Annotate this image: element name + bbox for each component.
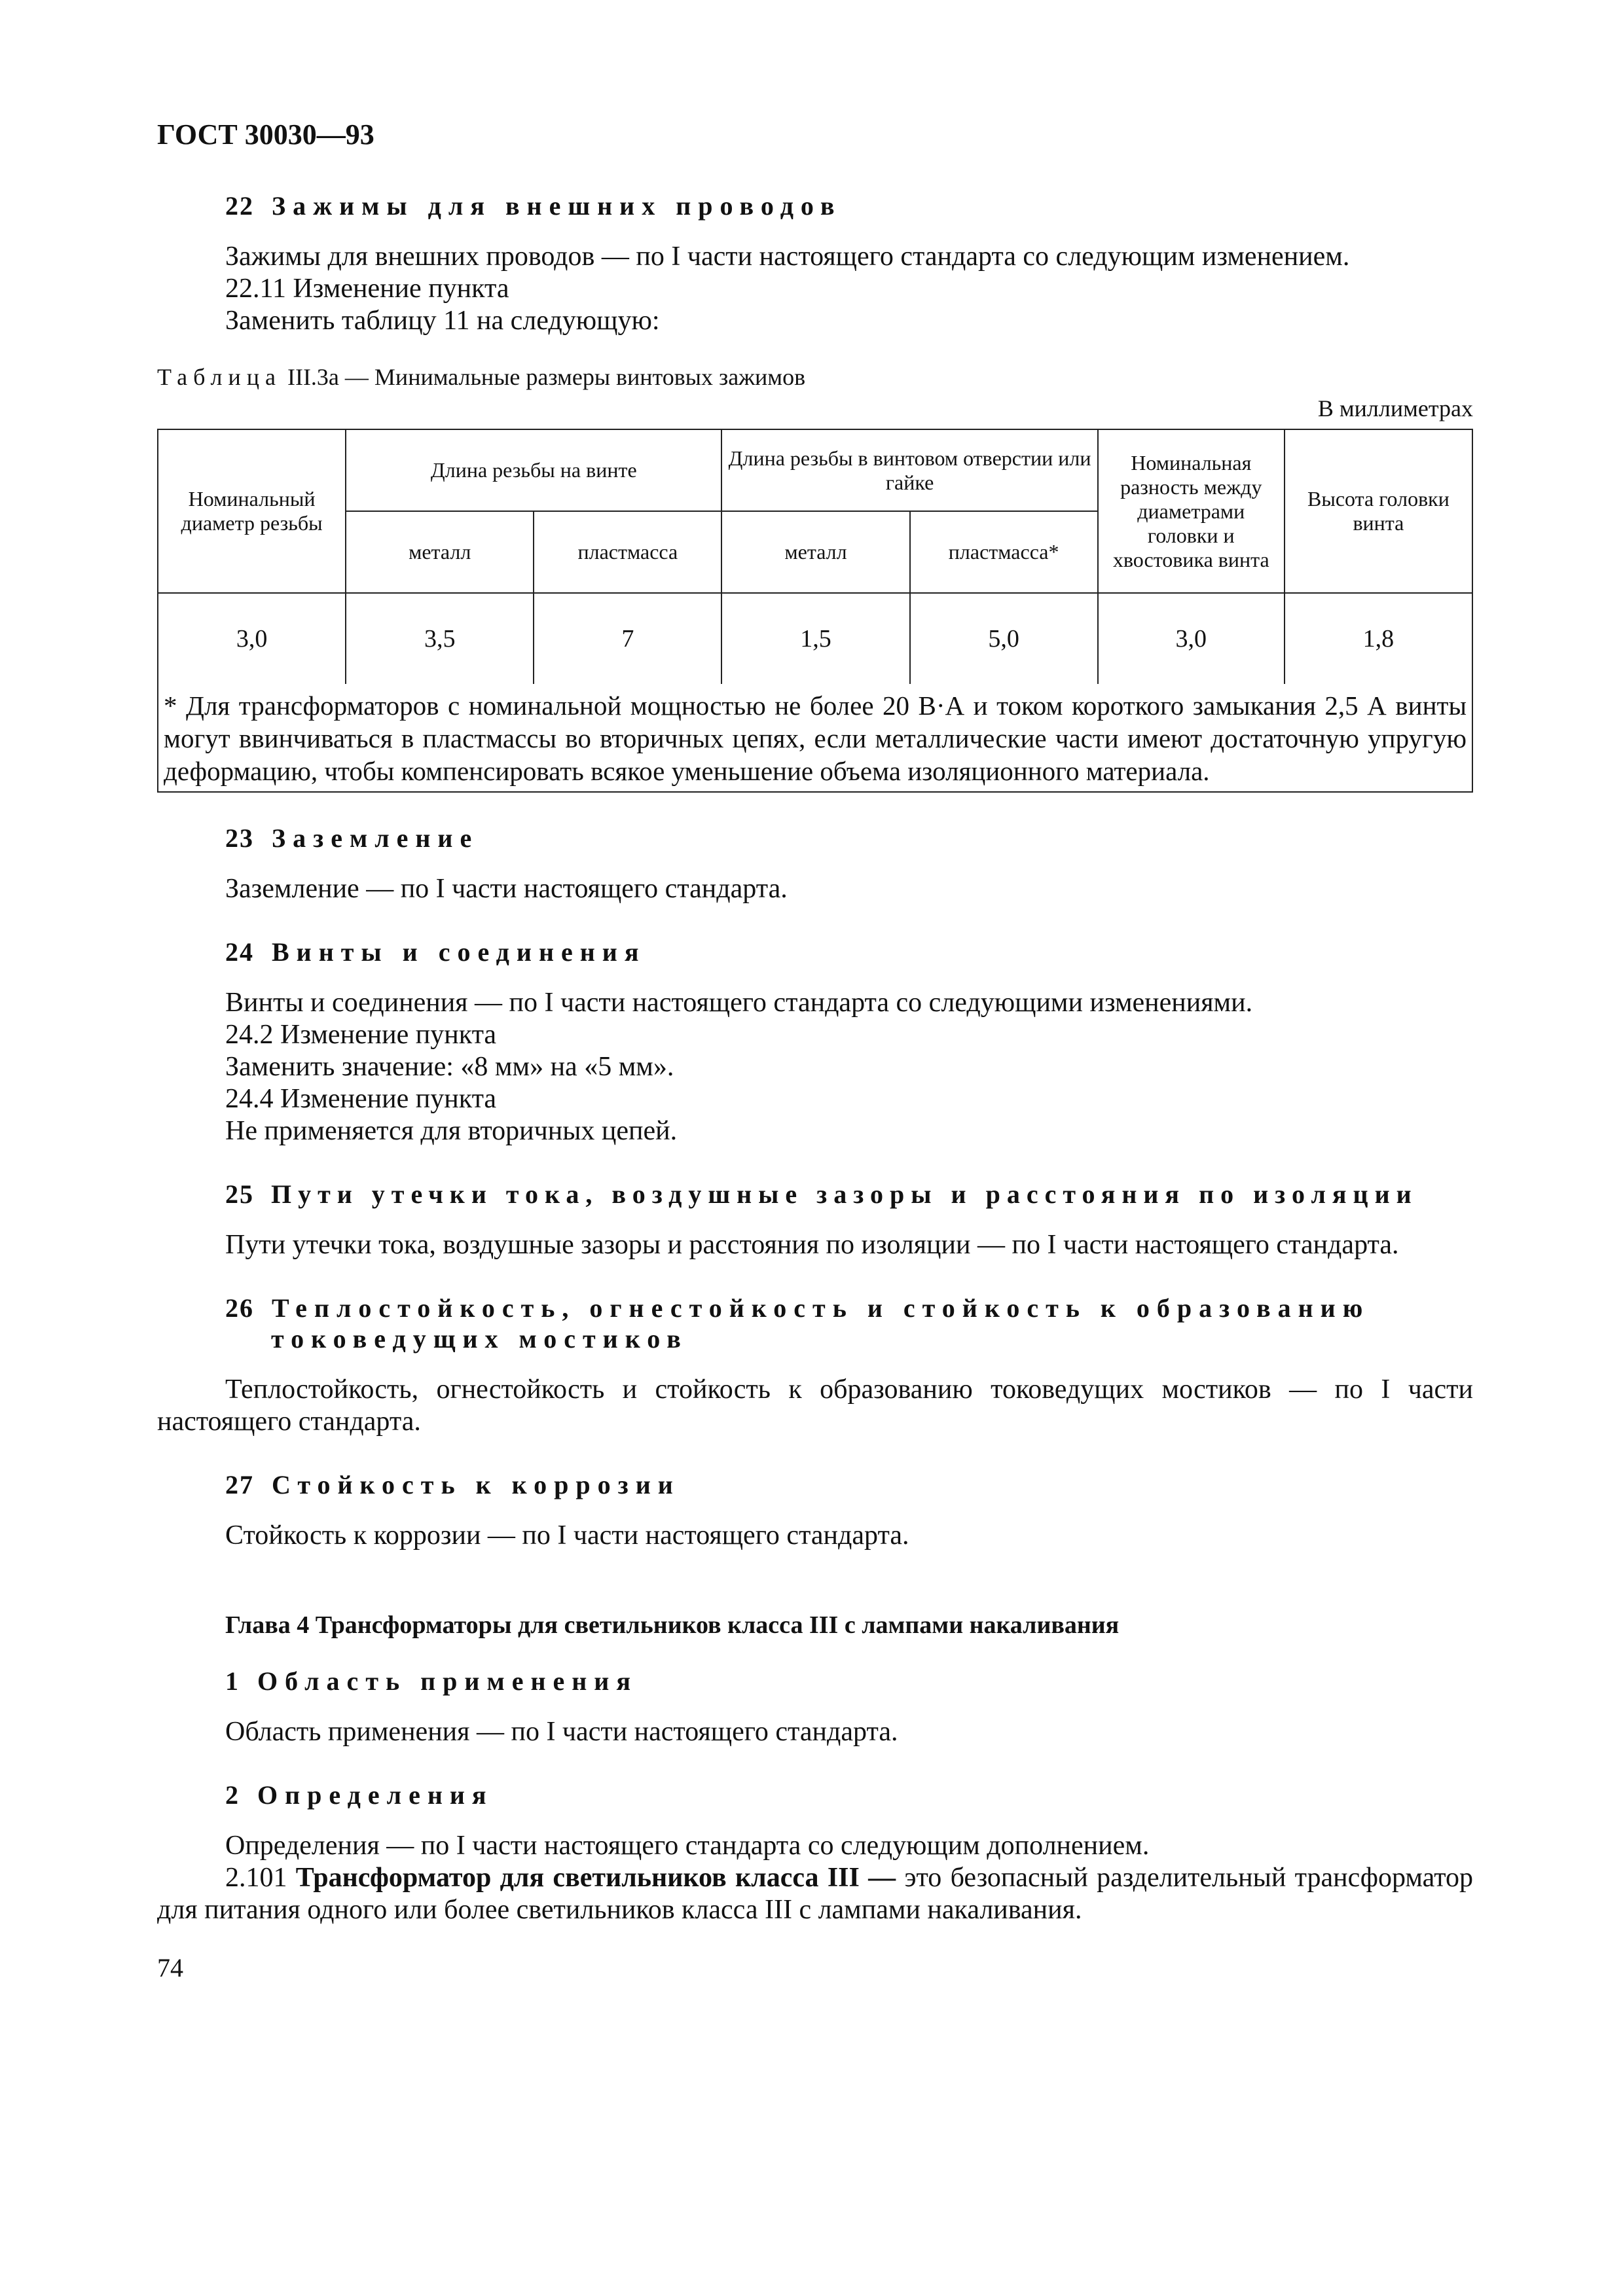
table-cell: 3,0 [1098, 593, 1285, 684]
table-caption [157, 363, 1473, 391]
chapter-4-section-2-title [225, 1780, 1473, 1810]
table-cell: 1,5 [721, 593, 909, 684]
definition-text: это безопасный разделительный трансформатор для питания одного или более светильников класса III с лампами накаливания. [157, 1863, 1473, 1925]
section-26-number: 26 [225, 1293, 254, 1323]
section-22-line-3: Заменить таблицу 11 на следующую: [225, 306, 660, 336]
table-row [158, 593, 1472, 684]
screw-terminal-table [157, 429, 1473, 793]
chapter-4-section-2-text: Определения — по I части настоящего стандарта со следующим дополнением. [225, 1831, 1150, 1861]
table-caption-text: III.3a — Минимальные размеры винтовых зажимов [287, 364, 806, 390]
definition-paragraph [157, 1862, 1473, 1926]
section-22-line-1: Зажимы для внешних проводов — по I части настоящего стандарта со следующим изменением. [225, 242, 1350, 272]
section-25-title [225, 1179, 1473, 1210]
table-cell: 3,0 [158, 593, 346, 684]
header-hole-thread-length: Длина резьбы в винтовом отверстии или гайке [721, 429, 1097, 511]
section-26-text: Теплостойкость, огнестойкость и стойкость к образованию токоведущих мостиков — по I части настоящего стандарта. [157, 1374, 1473, 1437]
table-cell: 3,5 [346, 593, 534, 684]
header-nominal-diameter: Номинальный диаметр резьбы [158, 429, 346, 593]
section-23-text: Заземление — по I части настоящего стандарта. [225, 874, 788, 904]
section-22-title [225, 190, 1473, 221]
chapter-4-title: Глава 4 Трансформаторы для светильников класса III с лампами накаливания [225, 1611, 1120, 1639]
section-26-title [225, 1293, 1473, 1354]
header-screw-thread-length: Длина резьбы на винте [346, 429, 721, 511]
chapter-4-section-1-text: Область применения — по I части настоящего стандарта. [225, 1717, 898, 1747]
section-22-line-2: 22.11 Изменение пункта [225, 274, 509, 304]
chapter-4-section-1-heading: Область применения [257, 1666, 638, 1696]
subheader-screw-metal: металл [346, 511, 534, 593]
header-diameter-difference: Номинальная разность между диаметрами головки и хвостовика винта [1098, 429, 1285, 593]
table-cell: 5,0 [910, 593, 1098, 684]
subheader-screw-plastic: пластмасса [534, 511, 721, 593]
section-23-heading: Заземление [272, 823, 479, 853]
table-caption-prefix: Таблица [157, 364, 282, 390]
section-23-title [225, 823, 1473, 853]
section-24-line-4: 24.4 Изменение пункта [225, 1084, 497, 1114]
subheader-hole-plastic: пластмасса* [910, 511, 1098, 593]
chapter-4-section-1-title [225, 1666, 1473, 1696]
section-25-number: 25 [225, 1179, 254, 1209]
definition-term: Трансформатор для светильников класса III — [295, 1863, 896, 1893]
table-footnote: * Для трансформаторов с номинальной мощностью не более 20 В·А и током короткого замыкания 2,5 А винты могут ввинчиваться в пластмассы во вторичных цепях, если металлические части имеют достаточную упругую деформацию, чтобы компенсировать всякое уменьшение объема изоляционного материала. [158, 684, 1472, 792]
section-24-number: 24 [225, 937, 254, 967]
section-27-title [225, 1469, 1473, 1500]
table-cell: 7 [534, 593, 721, 684]
section-25-text: Пути утечки тока, воздушные зазоры и расстояния по изоляции — по I части настоящего стандарта. [225, 1230, 1399, 1260]
section-24-heading: Винты и соединения [272, 937, 646, 967]
section-27-number: 27 [225, 1470, 254, 1499]
definition-number: 2.101 [225, 1863, 287, 1893]
page-number: 74 [157, 1953, 183, 1982]
section-22-heading: Зажимы для внешних проводов [272, 191, 842, 221]
section-26-heading-line-2: токоведущих мостиков [271, 1324, 688, 1354]
section-24-line-2: 24.2 Изменение пункта [225, 1020, 497, 1050]
header-head-height: Высота головки винта [1285, 429, 1472, 593]
section-27-heading: Стойкость к коррозии [272, 1470, 680, 1499]
table-cell: 1,8 [1285, 593, 1472, 684]
section-26-heading-line-1: Теплостойкость, огнестойкость и стойкость к образованию [272, 1293, 1370, 1323]
chapter-4-section-1-number: 1 [225, 1666, 240, 1696]
subheader-hole-metal: металл [721, 511, 909, 593]
section-27-text: Стойкость к коррозии — по I части настоящего стандарта. [225, 1520, 909, 1551]
chapter-4-section-2-number: 2 [225, 1780, 240, 1810]
section-25-heading: Пути утечки тока, воздушные зазоры и расстояния по изоляции [271, 1179, 1418, 1209]
section-24-title [225, 937, 1473, 967]
section-22-number: 22 [225, 191, 254, 221]
chapter-4-section-2-heading: Определения [257, 1780, 494, 1810]
table-units: В миллиметрах [1317, 395, 1473, 422]
document-page [157, 118, 1473, 1983]
section-23-number: 23 [225, 823, 254, 853]
document-header: ГОСТ 30030—93 [157, 118, 374, 151]
section-24-line-3: Заменить значение: «8 мм» на «5 мм». [225, 1052, 674, 1082]
section-24-line-5: Не применяется для вторичных цепей. [225, 1116, 678, 1146]
section-24-line-1: Винты и соединения — по I части настоящего стандарта со следующими изменениями. [225, 988, 1253, 1018]
